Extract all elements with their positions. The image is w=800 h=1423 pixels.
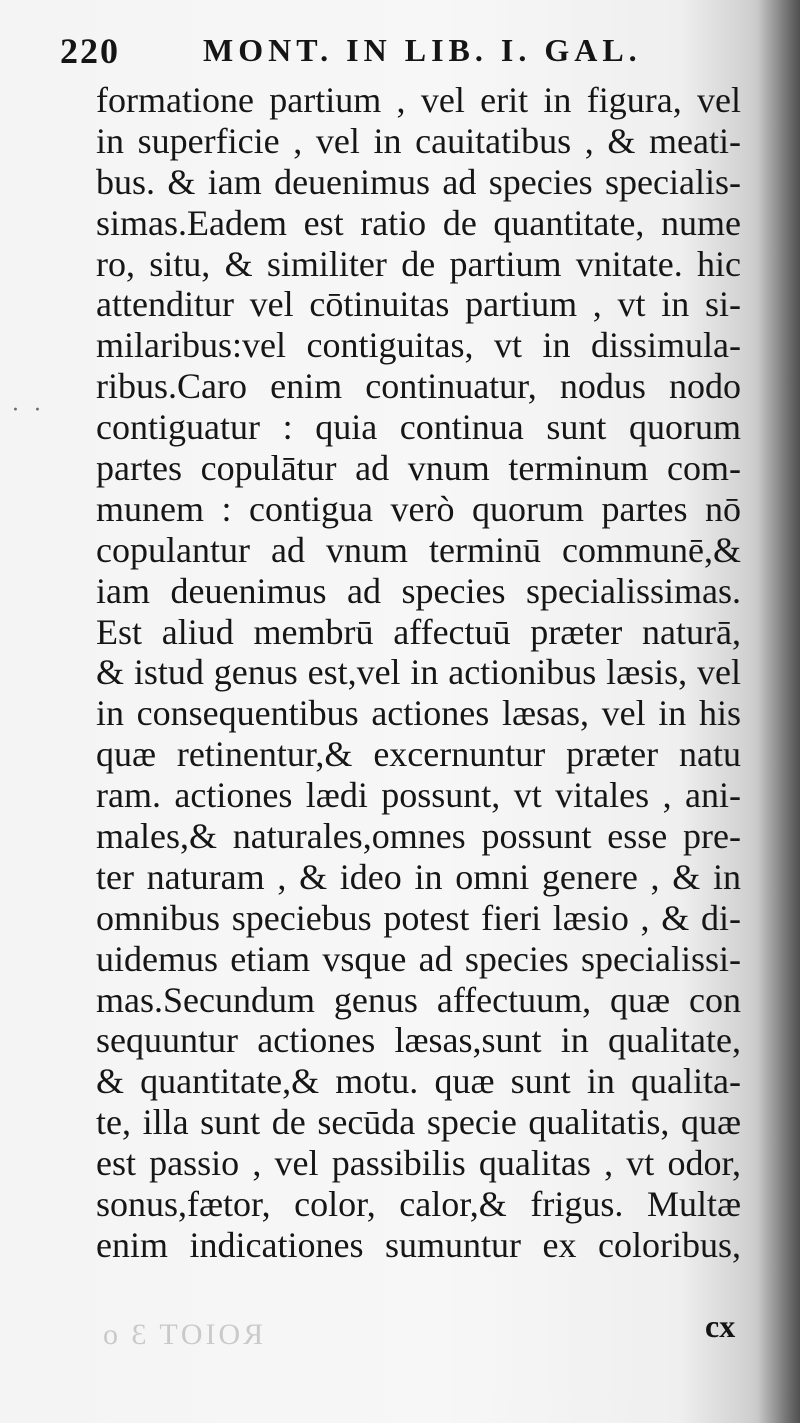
text-line: milaribus:vel contiguitas, vt in dissimula- [96,325,741,366]
text-line: Est aliud membrū affectuū præter naturā, [96,611,741,652]
text-line: in consequentibus actiones læsas, vel in his [96,693,741,734]
text-line: sequuntur actiones læsas,sunt in qualitate, [96,1020,741,1061]
page-gutter-shadow [758,0,800,1423]
text-line: uidemus etiam vsque ad species specialissi- [96,938,741,979]
text-line: est passio , vel passibilis qualitas , vt odor, [96,1143,741,1184]
body-text [96,80,741,1266]
text-line: mas.Secundum genus affectuum, quæ con [96,979,741,1020]
text-line: iam deuenimus ad species specialissimas. [96,570,741,611]
page-number: 220 [60,31,120,71]
text-line: partes copulātur ad vnum terminum com- [96,448,741,489]
running-head: MONT. IN LIB. I. GAL. [203,32,642,68]
text-line: ribus.Caro enim continuatur, nodus nodo [96,366,741,407]
page-header [60,30,720,74]
margin-dots: · · [12,398,45,423]
catchword: cx [705,1308,736,1344]
text-line: contiguatur : quia continua sunt quorum [96,407,741,448]
text-line: attenditur vel cōtinuitas partium , vt in si- [96,284,741,325]
text-line: in superficie , vel in cauitatibus , & meati- [96,120,741,161]
text-line: enim indicationes sumuntur ex coloribus, [96,1224,741,1265]
text-line: te, illa sunt de secūda specie qualitatis, quæ [96,1102,741,1143]
text-line: formatione partium , vel erit in figura, vel [96,80,741,120]
text-line: copulantur ad vnum terminū communē,& [96,529,741,570]
text-line: bus. & iam deuenimus ad species specialis- [96,161,741,202]
text-line: & quantitate,& motu. quæ sunt in qualita- [96,1061,741,1102]
text-line: quæ retinentur,& excernuntur præter natu [96,734,741,775]
text-line: munem : contigua verò quorum partes nō [96,488,741,529]
text-line: sonus,fætor, color, calor,& frigus. Multæ [96,1184,741,1225]
text-line: simas.Eadem est ratio de quantitate, nume [96,202,741,243]
text-line: ter naturam , & ideo in omni genere , & in [96,856,741,897]
ink-bleed-through: ROIOT 3 o [100,1318,264,1351]
text-line: ro, situ, & similiter de partium vnitate. hic [96,243,741,284]
text-line: ram. actiones lædi possunt, vt vitales , ani- [96,775,741,816]
text-line: males,& naturales,omnes possunt esse pre- [96,816,741,857]
text-line: & istud genus est,vel in actionibus læsis, vel [96,652,741,693]
text-line: omnibus speciebus potest fieri læsio , & di- [96,897,741,938]
